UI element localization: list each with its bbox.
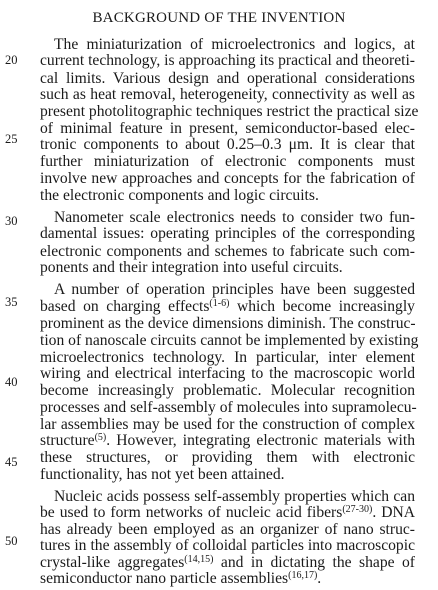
line-text-tail: which become increasingly bbox=[229, 297, 415, 315]
line-text: semiconductor nano particle assemblies bbox=[40, 570, 289, 587]
text-line-with-citation bbox=[40, 432, 415, 450]
text-line: these structures, or providing them with electronic bbox=[40, 449, 415, 467]
text-line: microelectronics technology. In particular, inter element bbox=[40, 348, 415, 366]
text-line: tion of nanoscale circuits cannot be implemented by existing bbox=[40, 331, 419, 349]
line-text-tail: . DNA bbox=[372, 504, 415, 522]
line-number-35: 35 bbox=[5, 294, 18, 309]
line-text: structure bbox=[40, 431, 95, 449]
text-line-with-citation bbox=[40, 554, 415, 572]
line-text: crystal-like aggregates bbox=[40, 553, 185, 571]
line-number-25: 25 bbox=[5, 131, 18, 146]
text-line: tronic components to about 0.25–0.3 μm. It is clear that bbox=[40, 136, 415, 154]
section-heading: BACKGROUND OF THE INVENTION bbox=[92, 10, 346, 26]
citation: (1-6) bbox=[209, 297, 230, 309]
text-line: of minimal feature in present, semiconductor-based elec- bbox=[40, 120, 415, 137]
text-line: The miniaturization of microelectronics and logics, at bbox=[54, 36, 415, 53]
citation: (16,17) bbox=[288, 570, 318, 581]
text-line: processes and self-assembly of molecules into supramolecu- bbox=[40, 399, 417, 417]
text-line: prominent as the device dimensions diminish. The construc- bbox=[40, 315, 416, 333]
line-text-tail: and in dictating the shape of bbox=[213, 553, 415, 571]
text-line: Nucleic acids possess self-assembly properties which can bbox=[54, 487, 415, 505]
citation: (14,15) bbox=[184, 553, 214, 565]
line-number-50: 50 bbox=[5, 534, 18, 549]
citation: (5) bbox=[94, 431, 107, 443]
text-line: functionality, has not yet been attained. bbox=[40, 465, 285, 483]
text-line: become increasingly problematic. Molecular recognition bbox=[40, 381, 415, 399]
citation: (27-30) bbox=[342, 504, 373, 516]
text-line: involve new approaches and concepts for the fabrication of bbox=[40, 170, 415, 188]
text-line: has already been employed as an organizer of nano struc- bbox=[40, 520, 415, 538]
line-number-20: 20 bbox=[5, 52, 18, 67]
text-line-with-citation bbox=[40, 298, 415, 316]
line-text: be used to form networks of nucleic acid fibers bbox=[40, 504, 343, 522]
text-line: current technology, is approaching its practical and theoreti- bbox=[40, 52, 415, 70]
text-line-with-citation bbox=[40, 504, 415, 522]
text-line: lar assemblies may be used for the construction of complex bbox=[40, 415, 415, 433]
text-line: the electronic components and logic circuits. bbox=[40, 186, 319, 204]
text-line: cal limits. Various design and operational considerations bbox=[40, 69, 415, 87]
text-line: present photolitographic techniques restrict the practical size bbox=[40, 102, 419, 120]
text-line: damental issues: operating principles of the corresponding bbox=[40, 225, 415, 243]
text-line: tures in the assembly of colloidal particles into macroscopic bbox=[40, 537, 415, 555]
text-line: wiring and electrical interfacing to the macroscopic world bbox=[40, 365, 415, 383]
text-line: A number of operation principles have been suggested bbox=[54, 281, 415, 299]
line-number-45: 45 bbox=[5, 455, 18, 470]
line-text-tail: . bbox=[317, 570, 322, 587]
line-text: based on charging effects bbox=[40, 297, 210, 315]
line-text-tail: . However, integrating electronic materials with bbox=[106, 431, 415, 449]
text-line: ponents and their integration into useful circuits. bbox=[40, 259, 343, 277]
text-line: Nanometer scale electronics needs to consider two fun- bbox=[54, 208, 415, 226]
text-line: electronic components and schemes to fabricate such com- bbox=[40, 242, 415, 260]
line-number-40: 40 bbox=[5, 375, 18, 389]
text-line: such as heat removal, heterogeneity, connectivity as well as bbox=[40, 86, 415, 104]
line-number-30: 30 bbox=[5, 213, 18, 228]
text-line-with-citation bbox=[40, 570, 415, 588]
text-line: further miniaturization of electronic components must bbox=[40, 152, 415, 170]
